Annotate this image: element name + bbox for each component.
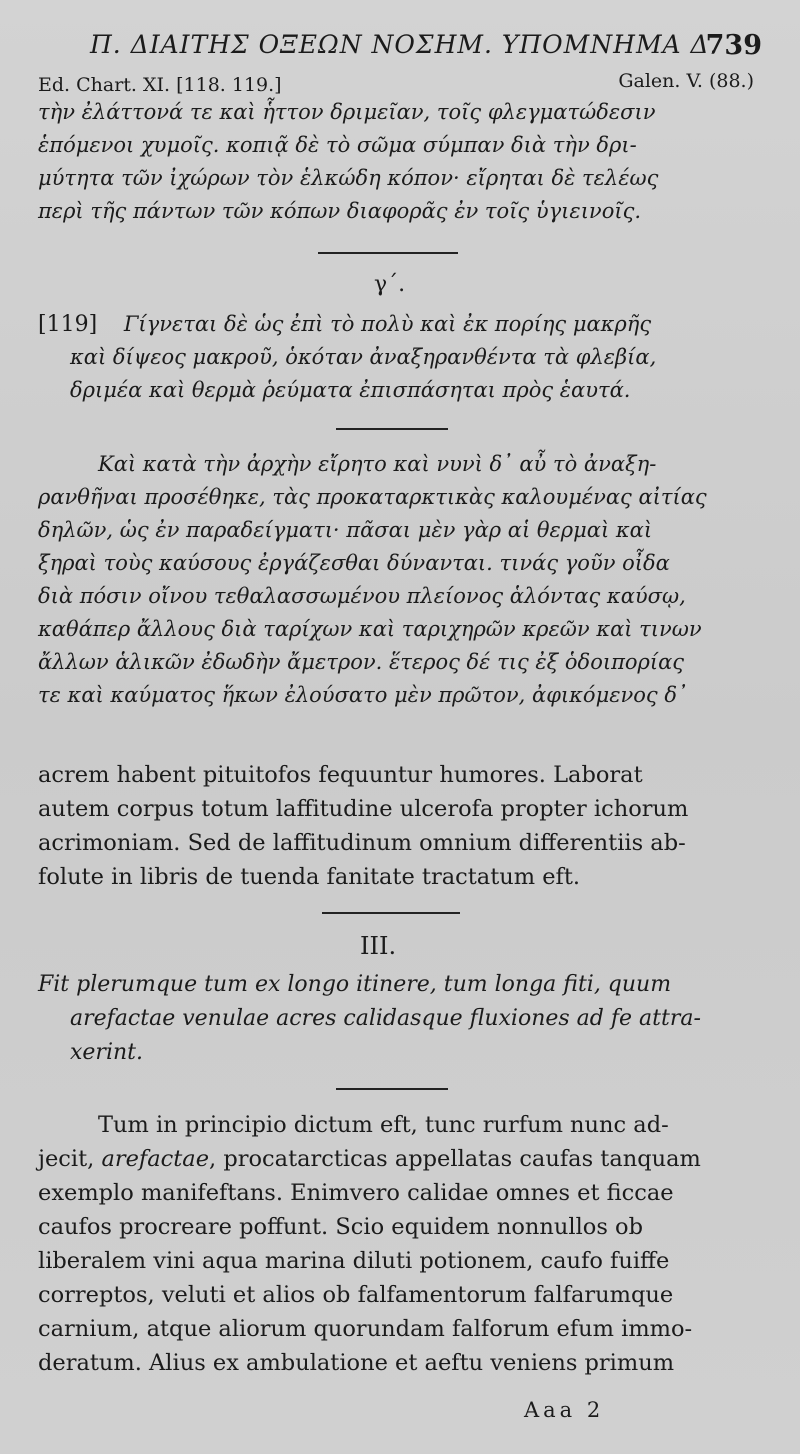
greek-line: ρανθῆναι προσέθηκε, τὰς προκαταρκτικὰς καλουμένας αἰτίας <box>38 485 707 509</box>
greek-lemma-line: δριμέα καὶ θερμὰ ῥεύματα ἐπισπάσηται πρὸς ἑαυτά. <box>70 378 631 402</box>
latin-section-number: III. <box>360 932 397 960</box>
divider-rule <box>318 252 458 254</box>
latin-line: acrem habent pituitofos fequuntur humores. Laborat <box>38 762 643 788</box>
latin-line: exemplo manifeftans. Enimvero calidae omnes et ficcae <box>38 1180 674 1206</box>
greek-line: Καὶ κατὰ τὴν ἀρχὴν εἴρητο καὶ νυνὶ δ᾽ αὖ τὸ ἀναξη- <box>98 452 657 476</box>
divider-rule <box>336 1088 448 1090</box>
latin-line: liberalem vini aqua marina diluti potionem, caufo fuiffe <box>38 1248 670 1274</box>
latin-line: folute in libris de tuenda fanitate tractatum eft. <box>38 864 581 890</box>
latin-line: caufos procreare poffunt. Scio equidem nonnullos ob <box>38 1214 643 1240</box>
greek-line: τὴν ἐλάττονά τε καὶ ἧττον δριμεῖαν, τοῖς φλεγματώδεσιν <box>38 100 656 124</box>
latin-emphasis: arefactae <box>101 1146 210 1172</box>
greek-section-number: γ΄. <box>374 272 406 297</box>
greek-commentary <box>38 448 763 712</box>
latin-text-top <box>38 758 763 894</box>
latin-lemma-line: xerint. <box>70 1040 143 1065</box>
edition-reference-galen: Galen. V. (88.) <box>618 70 754 92</box>
latin-line: acrimoniam. Sed de laffitudinum omnium differentiis ab- <box>38 830 686 856</box>
latin-lemma-line: arefactae venulae acres calidasque fluxiones ad fe attra- <box>70 1006 701 1031</box>
greek-line: τε καὶ καύματος ἥκων ἐλούσατο μὲν πρῶτον, ἀφικόμενος δ᾽ <box>38 683 688 707</box>
greek-line: μύτητα τῶν ἰχώρων τὸν ἑλκώδη κόπον· εἴρηται δὲ τελέως <box>38 166 659 190</box>
latin-line: correptos, veluti et alios ob falfamentorum falfarumque <box>38 1282 674 1308</box>
greek-lemma <box>38 308 763 407</box>
signature-mark: Aaa 2 <box>524 1398 605 1422</box>
latin-line: carnium, atque aliorum quorundam falforum efum immo- <box>38 1316 693 1342</box>
edition-reference-chartier: Ed. Chart. XI. [118. 119.] <box>38 74 282 96</box>
greek-line: διὰ πόσιν οἴνου τεθαλασσωμένου πλείονος ἁλόντας καύσῳ, <box>38 584 686 608</box>
latin-line: Tum in principio dictum eft, tunc rurfum nunc ad- <box>98 1112 669 1138</box>
greek-line: περὶ τῆς πάντων τῶν κόπων διαφορᾶς ἐν τοῖς ὑγιεινοῖς. <box>38 199 642 223</box>
divider-rule <box>322 912 460 914</box>
divider-rule <box>336 428 448 430</box>
greek-line: ἑπόμενοι χυμοῖς. κοπιᾷ δὲ τὸ σῶμα σύμπαν διὰ τὴν δρι- <box>38 133 637 157</box>
latin-line: deratum. Alius ex ambulatione et aeftu veniens primum <box>38 1350 675 1376</box>
lemma-number: [119] <box>38 312 98 337</box>
latin-line: autem corpus totum laffitudine ulcerofa propter ichorum <box>38 796 689 822</box>
greek-line: ξηραὶ τοὺς καύσους ἐργάζεσθαι δύνανται. τινάς γοῦν οἶδα <box>38 551 670 575</box>
latin-line-with-emphasis <box>38 1142 763 1176</box>
greek-line: καθάπερ ἄλλους διὰ ταρίχων καὶ ταριχηρῶν κρεῶν καὶ τινων <box>38 617 702 641</box>
greek-lemma-line: καὶ δίψεος μακροῦ, ὁκόταν ἀναξηρανθέντα τὰ φλεβία, <box>70 345 657 369</box>
greek-text-top <box>38 96 763 228</box>
greek-line: ἄλλων ἁλικῶν ἐδωδὴν ἄμετρον. ἕτερος δέ τις ἐξ ὁδοιπορίας <box>38 650 685 674</box>
latin-lemma <box>38 968 763 1070</box>
running-head: Π. ΔΙΑΙΤΗΣ ΟΞΕΩΝ ΝΟΣΗΜ. ΥΠΟΜΝΗΜΑ Δ. <box>90 30 719 59</box>
greek-line: δηλῶν, ὡς ἐν παραδείγματι· πᾶσαι μὲν γὰρ αἱ θερμαὶ καὶ <box>38 518 653 542</box>
latin-commentary <box>38 1108 763 1380</box>
greek-lemma-line: Γίγνεται δὲ ὡς ἐπὶ τὸ πολὺ καὶ ἐκ πορίης μακρῆς <box>123 312 652 336</box>
latin-text: jecit, <box>38 1146 102 1172</box>
latin-text: , procatarcticas appellatas caufas tanquam <box>209 1146 701 1172</box>
page-number: 739 <box>705 30 762 61</box>
latin-lemma-line: Fit plerumque tum ex longo itinere, tum longa fiti, quum <box>38 972 672 997</box>
